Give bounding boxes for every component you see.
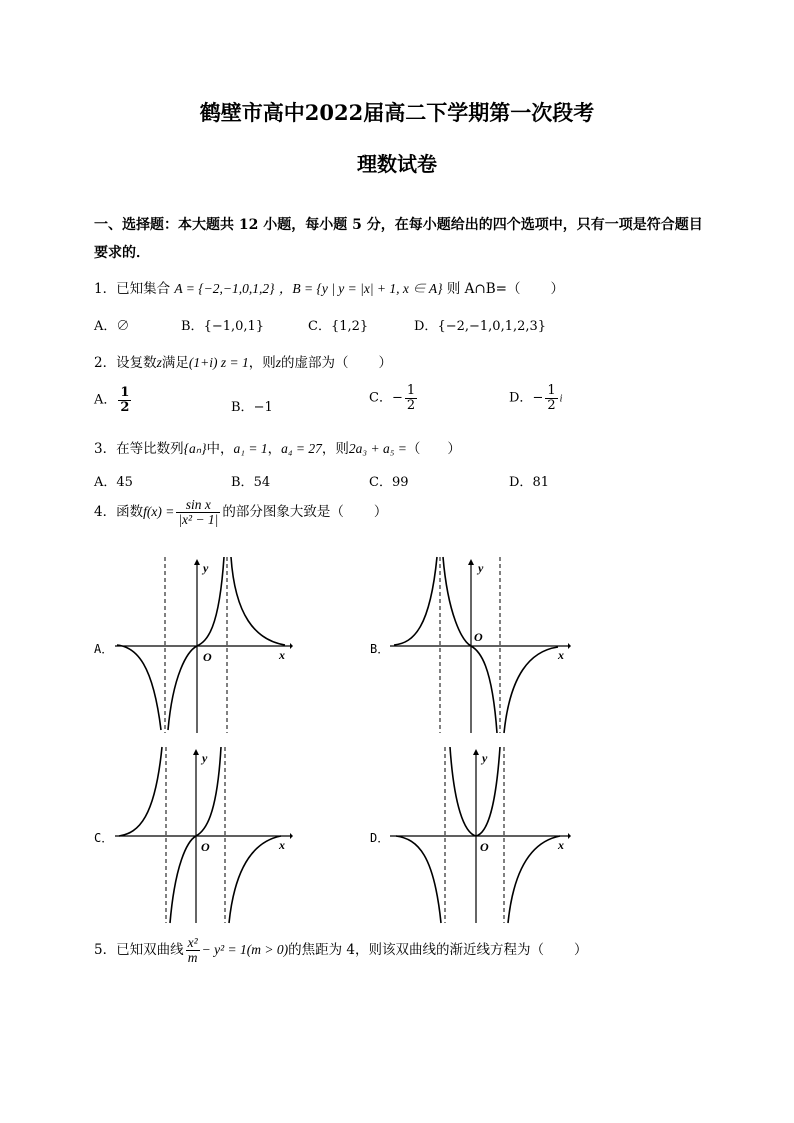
q1-option-c-label: C．: [308, 319, 331, 334]
q2-option-d-sign: −: [532, 390, 544, 406]
q4-tail: 的部分图象大致是（: [222, 504, 344, 521]
q4-prefix: 4．函数: [94, 504, 144, 521]
numerator: x²: [187, 935, 198, 950]
denominator: 2: [120, 399, 130, 415]
q1-option-d-value: {−2,−1,0,1,2,3}: [437, 319, 547, 334]
q2-option-a-fraction: [118, 386, 131, 414]
graph-d[interactable]: [390, 745, 580, 925]
q3-sequence: {aₙ}: [183, 441, 207, 456]
numerator: 1: [547, 383, 556, 398]
graph-c-x-label: x: [279, 838, 285, 852]
q3-option-b-value: 54: [253, 475, 271, 490]
q1-option-a-label: A．: [94, 319, 117, 334]
question-5: [94, 936, 588, 965]
q2-option-a-label: A．: [94, 392, 117, 408]
numerator: 1: [406, 383, 416, 398]
question-1: [94, 277, 564, 297]
q1-option-d-label: D．: [414, 319, 438, 334]
q2-option-d[interactable]: [509, 384, 562, 412]
graph-b-label: B．: [370, 642, 390, 656]
q2-option-d-label: D．: [509, 390, 533, 406]
denominator: 2: [406, 397, 416, 413]
denominator: |x² − 1|: [178, 512, 219, 528]
graph-a-label: A．: [94, 642, 114, 656]
q5-close: ）: [574, 942, 588, 959]
q1-option-b[interactable]: [181, 315, 264, 334]
q5-equation: − y² = 1(m > 0): [201, 942, 289, 958]
graph-b-origin: O: [474, 630, 483, 644]
q2-option-c[interactable]: [369, 384, 419, 412]
q1-set-b: ，B = {y | y = |x| + 1, x ∈ A}: [278, 281, 443, 296]
q2-option-c-label: C．: [369, 390, 392, 406]
q2-close: ）: [378, 355, 392, 371]
q3-tail: ，则: [321, 441, 349, 457]
q1-option-c-value: {1,2}: [330, 319, 369, 334]
graph-a[interactable]: [115, 555, 295, 735]
q2-option-c-fraction: [405, 384, 417, 412]
section-heading: 一、选择题：本大题共 12 小题，每小题 5 分，在每小题给出的四个选项中，只有一项是符合题目要求的．: [94, 217, 703, 261]
page-title: 鹤壁市高中2022届高二下学期第一次段考: [199, 100, 595, 125]
graph-b-x-label: x: [558, 648, 564, 662]
q2-var: z: [156, 355, 162, 370]
graph-c-origin: O: [201, 840, 210, 854]
numerator: 1: [120, 385, 130, 400]
q2-option-c-sign: −: [391, 390, 403, 406]
q2-var-2: z: [275, 355, 281, 370]
q1-prefix: 1．已知集合: [94, 281, 171, 297]
graph-a-x-label: x: [279, 648, 285, 662]
graph-a-origin: O: [203, 650, 212, 664]
q3-option-d[interactable]: [509, 471, 549, 490]
q1-close: ）: [550, 281, 564, 297]
q5-fraction: [186, 936, 200, 965]
denominator: m: [187, 950, 198, 966]
q1-option-a[interactable]: [94, 315, 129, 334]
q5-tail: 的焦距为 4，则该双曲线的渐近线方程为（: [288, 942, 545, 959]
question-2: [94, 351, 392, 371]
q3-close: （ ）: [406, 441, 461, 457]
q1-option-b-value: {−1,0,1}: [203, 319, 265, 334]
q2-option-a[interactable]: [94, 386, 133, 414]
graph-b[interactable]: [390, 555, 580, 735]
q2-option-d-fraction: [545, 384, 557, 412]
q2-option-d-suffix: i: [559, 393, 563, 405]
q3-option-d-label: D．: [509, 475, 533, 490]
q3-condition-2: a₄ = 27: [281, 441, 322, 456]
graph-a-y-label: y: [203, 561, 209, 575]
q3-expression: 2a₃ + a₅ =: [348, 441, 407, 456]
q1-option-b-label: B．: [181, 319, 204, 334]
graph-d-y-label: y: [482, 751, 488, 765]
q5-prefix: 5．已知双曲线: [94, 942, 184, 959]
q3-option-c-value: 99: [391, 475, 409, 490]
graph-c-y-label: y: [202, 751, 208, 765]
q2-tail: ，则: [248, 355, 276, 371]
q1-option-d[interactable]: [414, 315, 546, 334]
q2-tail-2: 的虚部为（: [280, 355, 349, 371]
graph-d-origin: O: [480, 840, 489, 854]
q1-option-a-value: ∅: [116, 319, 130, 334]
q3-option-c-label: C．: [369, 475, 392, 490]
q3-option-d-value: 81: [532, 475, 549, 490]
q2-equation: (1+i) z = 1: [188, 355, 249, 370]
q2-prefix: 2．设复数: [94, 355, 157, 371]
question-4: [94, 498, 387, 527]
q3-mid: 中，: [206, 441, 234, 457]
q3-option-a-label: A．: [94, 475, 117, 490]
q1-option-c[interactable]: [308, 315, 368, 334]
numerator: sin x: [176, 498, 220, 513]
q3-option-a[interactable]: [94, 471, 133, 490]
denominator: 2: [547, 397, 556, 413]
q3-option-b[interactable]: [231, 471, 270, 490]
q1-tail: 则 A∩B=（: [446, 281, 521, 297]
q3-separator: ，: [267, 441, 282, 457]
page-subtitle: 理数试卷: [357, 152, 437, 176]
graph-d-x-label: x: [558, 838, 564, 852]
q2-option-b-value: −1: [253, 400, 273, 415]
q3-option-c[interactable]: [369, 471, 409, 490]
graph-b-y-label: y: [478, 561, 484, 575]
q2-mid: 满足: [161, 355, 189, 371]
graph-d-label: D．: [370, 831, 390, 845]
q3-prefix: 3．在等比数列: [94, 441, 184, 457]
q2-option-b[interactable]: [231, 396, 273, 415]
q2-option-b-label: B．: [231, 400, 254, 415]
q4-close: ）: [373, 504, 388, 521]
q3-option-a-value: 45: [116, 475, 133, 490]
q1-set-a: A = {−2,−1,0,1,2}: [174, 281, 275, 296]
q3-condition-1: a₁ = 1: [233, 441, 268, 456]
question-3: [94, 437, 461, 457]
q4-function-name: f(x) =: [143, 504, 175, 520]
q3-option-b-label: B．: [231, 475, 254, 490]
q4-fraction: [176, 498, 220, 527]
graph-c[interactable]: [115, 745, 295, 925]
graph-c-label: C．: [94, 831, 114, 845]
